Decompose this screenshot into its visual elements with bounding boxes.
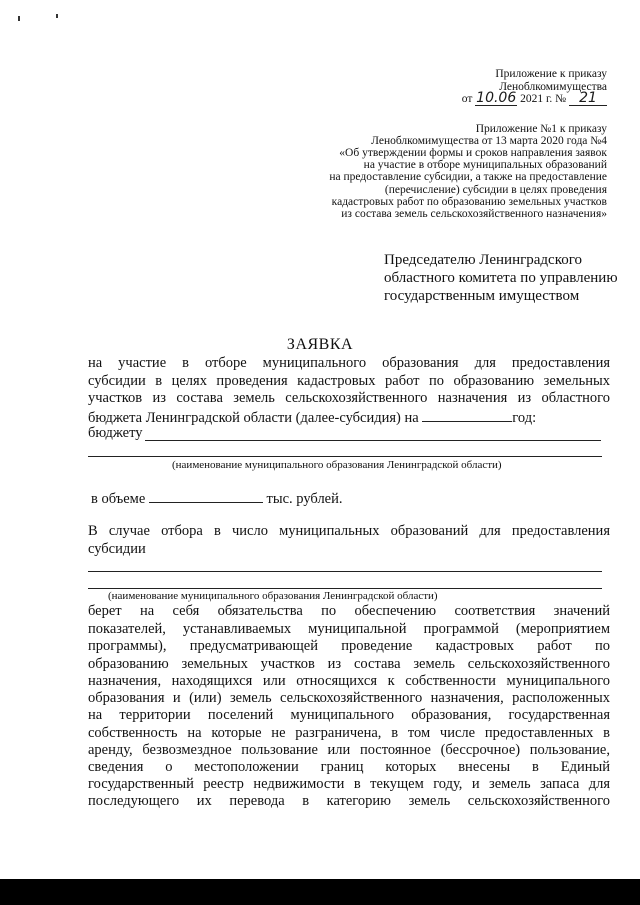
obligations-line: образования и (или) земель сельскохозяйственного назначения, расположенных xyxy=(88,690,610,706)
appendix-1-line: из состава земель сельскохозяйственного назначения» xyxy=(341,208,607,220)
addressee-line: государственным имуществом xyxy=(384,288,580,304)
intro-line-4-year: год: xyxy=(512,410,537,426)
budget-recipient-field[interactable] xyxy=(145,440,601,441)
obligations-line: аренду, безвозмездное пользование или постоянное (бессрочное) пользование, xyxy=(88,742,610,758)
obligations-line: программы), предусматривающей проведение кадастровых работ по xyxy=(88,638,610,654)
handwritten-date: 10.06 xyxy=(476,90,517,106)
appendix-1-line: на участие в отборе муниципальных образований xyxy=(363,159,607,171)
municipality-name-field[interactable] xyxy=(88,456,602,457)
handwritten-order-number: 21 xyxy=(569,92,607,106)
scan-speck xyxy=(18,16,20,21)
appendix-order-line-2: Леноблкомимущества xyxy=(499,81,607,93)
obligations-line: образованию земельных участков из состава земель сельскохозяйственного xyxy=(88,656,610,672)
intro-line-4-text: бюджета Ленинградской области (далее-субсидия) на xyxy=(88,410,419,426)
volume-amount-field[interactable] xyxy=(149,489,263,503)
intro-line: на участие в отборе муниципального образования для предоставления xyxy=(88,355,610,371)
year-text: 2021 г. № xyxy=(520,93,567,105)
selection-line-2: субсидии xyxy=(88,541,146,557)
obligations-line: сведения о местоположении границ которых внесены в Единый xyxy=(88,759,610,775)
municipality-name-field-2[interactable] xyxy=(88,571,602,572)
obligations-line: собственность на которые не разграничена, в том числе предоставленных в xyxy=(88,725,610,741)
municipality-name-field-3[interactable] xyxy=(88,588,602,589)
appendix-order-date-line xyxy=(462,92,607,106)
intro-line-5: бюджету xyxy=(88,425,143,441)
year-blank-field[interactable] xyxy=(422,408,512,422)
intro-line: субсидии в целях проведения кадастровых работ по образованию земельных xyxy=(88,373,610,389)
volume-prefix: в объеме xyxy=(91,491,146,507)
obligations-line: государственный реестр недвижимости в текущем году, и земель запаса для xyxy=(88,776,610,792)
volume-line xyxy=(91,489,343,509)
obligations-line: берет на себя обязательства по обеспечению соответствия значений xyxy=(88,603,610,619)
appendix-1-line: (перечисление) субсидии в целях проведения xyxy=(384,184,607,196)
obligations-line: последующего их перевода в категорию земель сельскохозяйственного xyxy=(88,793,610,809)
municipality-caption: (наименование муниципального образования Ленинградской области) xyxy=(172,459,502,471)
date-prefix: от xyxy=(461,93,473,105)
document-title: ЗАЯВКА xyxy=(286,336,354,353)
appendix-1-line: на предоставление субсидии, а также на предоставление xyxy=(329,171,607,183)
volume-suffix: тыс. рублей. xyxy=(266,491,343,507)
intro-line: участков из состава земель сельскохозяйственного назначения из областного xyxy=(88,390,610,406)
obligations-line: на территории поселений муниципального образования, государственная xyxy=(88,707,610,723)
appendix-1-line: кадастровых работ по образованию земельных участков xyxy=(331,196,607,208)
scan-speck xyxy=(56,14,58,18)
appendix-1-line: «Об утверждении формы и сроков направления заявок xyxy=(339,147,607,159)
selection-line: В случае отбора в число муниципальных образований для предоставления xyxy=(88,523,610,539)
appendix-order-line-1: Приложение к приказу xyxy=(495,68,607,80)
appendix-1-line: Приложение №1 к приказу xyxy=(475,123,607,135)
municipality-caption-2: (наименование муниципального образования Ленинградской области) xyxy=(108,590,438,602)
addressee-line: областного комитета по управлению xyxy=(384,270,618,286)
intro-line-4 xyxy=(88,408,536,428)
scan-bottom-border xyxy=(0,879,640,905)
appendix-1-line: Леноблкомимущества от 13 марта 2020 года №4 xyxy=(371,135,607,147)
addressee-line: Председателю Ленинградского xyxy=(384,252,582,268)
obligations-line: назначения, находящихся или относящихся к собственности муниципального xyxy=(88,673,610,689)
obligations-line: показателей, устанавливаемых муниципальной программой (мероприятием xyxy=(88,621,610,637)
